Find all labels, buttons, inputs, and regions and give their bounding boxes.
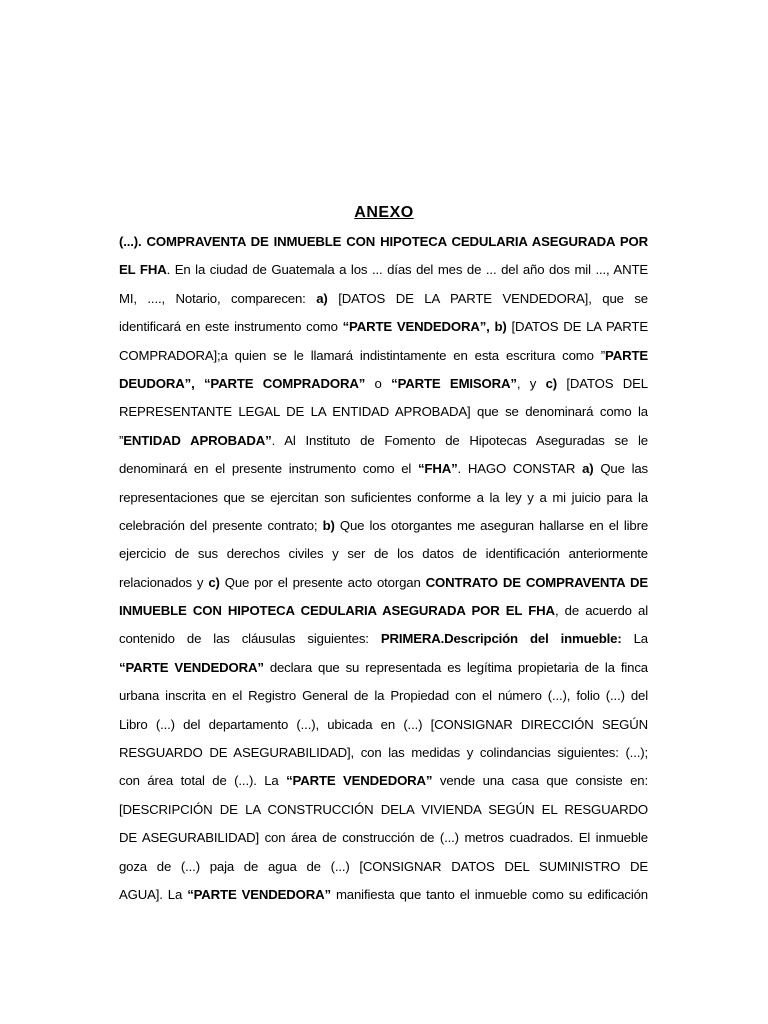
paragraph-line xyxy=(119,398,648,426)
bold-text-run: c) xyxy=(208,574,220,590)
paragraph-line xyxy=(119,739,648,767)
text-run: Que las xyxy=(593,461,648,477)
paragraph-line xyxy=(119,597,648,625)
text-run: manifiesta que tanto el inmueble como su edificación xyxy=(330,886,648,902)
paragraph-line xyxy=(119,881,648,909)
bold-text-run: “PARTE VENDEDORA” xyxy=(119,659,264,675)
text-run: identificará en este instrumento como xyxy=(119,319,343,335)
text-run: denominará en el presente instrumento como el xyxy=(119,461,418,477)
paragraph-line xyxy=(119,256,648,284)
bold-text-run: EL FHA xyxy=(119,262,167,278)
text-run: DE ASEGURABILIDAD] con área de construcción de (...) metros cuadrados. El inmueble xyxy=(119,830,648,846)
paragraph-line xyxy=(119,455,648,483)
text-run: representaciones que se ejercitan son suficientes conforme a la ley y a mi juicio para la xyxy=(119,489,648,505)
document-title: ANEXO xyxy=(354,204,414,221)
text-run: o xyxy=(365,375,392,391)
text-run: vende una casa que consiste en: xyxy=(432,773,648,789)
text-run: [DATOS DE LA PARTE xyxy=(506,319,648,335)
paragraph-line xyxy=(119,625,648,653)
text-run: Que los otorgantes me aseguran hallarse en el libre xyxy=(334,517,648,533)
text-run: declara que su representada es legítima propietaria de la finca xyxy=(263,659,648,675)
text-run: . En la ciudad de Guatemala a los ... días del mes de ... del año dos mil ..., ANTE xyxy=(166,262,648,278)
text-run: celebración del presente contrato; xyxy=(119,517,323,533)
text-run: Que por el presente acto otorgan xyxy=(219,574,426,590)
paragraph-line xyxy=(119,484,648,512)
bold-text-run: b) xyxy=(322,517,335,533)
paragraph-line xyxy=(119,711,648,739)
bold-text-run: “PARTE VENDEDORA”, b) xyxy=(342,319,507,335)
bold-text-run: c) xyxy=(545,375,558,391)
bold-text-run: DEUDORA”, “PARTE COMPRADORA” xyxy=(119,375,366,391)
text-run: MI, ...., Notario, comparecen: xyxy=(119,290,317,306)
bold-text-run: INMUEBLE CON HIPOTECA CEDULARIA ASEGURADA POR EL FHA xyxy=(119,603,555,619)
bold-text-run: PRIMERA.Descripción del inmueble: xyxy=(380,631,622,647)
paragraph-line xyxy=(119,853,648,881)
paragraph-line xyxy=(119,313,648,341)
text-run: urbana inscrita en el Registro General de la Propiedad con el número (...), folio (...) del xyxy=(119,688,648,704)
paragraph-line xyxy=(119,228,648,256)
bold-text-run: “PARTE VENDEDORA” xyxy=(286,773,433,789)
paragraph-line xyxy=(119,512,648,540)
bold-text-run: (...). COMPRAVENTA DE INMUEBLE CON HIPOTECA CEDULARIA ASEGURADA POR xyxy=(119,234,648,249)
text-run: RESGUARDO DE ASEGURABILIDAD], con las medidas y colindancias siguientes: (...); xyxy=(119,745,648,761)
text-run: [DESCRIPCIÓN DE LA CONSTRUCCIÓN DELA VIVIENDA SEGÚN EL RESGUARDO xyxy=(119,801,648,817)
text-run: , y xyxy=(516,375,546,391)
bold-text-run: PARTE xyxy=(605,347,648,363)
bold-text-run: “PARTE EMISORA” xyxy=(391,375,517,391)
text-run: COMPRADORA];a quien se le llamará indistintamente en esta escritura como ” xyxy=(119,347,606,363)
paragraph-line xyxy=(119,285,648,313)
bold-text-run: “PARTE VENDEDORA” xyxy=(187,886,331,902)
text-run: ejercicio de sus derechos civiles y ser de los datos de identificación anteriormente xyxy=(119,546,648,562)
text-run: ” xyxy=(119,432,124,448)
text-run: . HAGO CONSTAR xyxy=(457,461,583,477)
text-run: La xyxy=(621,631,648,647)
text-run: AGUA]. La xyxy=(119,886,188,902)
paragraph-line xyxy=(119,767,648,795)
paragraph-line xyxy=(119,342,648,370)
paragraph-line xyxy=(119,796,648,824)
paragraph-line xyxy=(119,569,648,597)
text-run: [DATOS DEL xyxy=(557,375,648,391)
text-run: Libro (...) del departamento (...), ubicada en (...) [CONSIGNAR DIRECCIÓN SEGÚN xyxy=(119,716,648,732)
text-run: . Al Instituto de Fomento de Hipotecas Aseguradas se le xyxy=(271,432,648,448)
bold-text-run: “FHA” xyxy=(417,461,458,477)
paragraph-line xyxy=(119,824,648,852)
text-run: [DATOS DE LA PARTE VENDEDORA], que se xyxy=(327,290,648,306)
text-run: , de acuerdo al xyxy=(554,603,648,619)
paragraph-line xyxy=(119,370,648,398)
bold-text-run: CONTRATO DE COMPRAVENTA DE xyxy=(425,574,648,590)
text-run: goza de (...) paja de agua de (...) [CONSIGNAR DATOS DEL SUMINISTRO DE xyxy=(119,858,648,874)
paragraph-line xyxy=(119,427,648,455)
bold-text-run: ENTIDAD APROBADA” xyxy=(123,432,272,448)
bold-text-run: a) xyxy=(316,290,328,306)
text-run: relacionados y xyxy=(119,574,209,590)
paragraph-line xyxy=(119,682,648,710)
paragraph-line xyxy=(119,654,648,682)
text-run: con área total de (...). La xyxy=(119,773,287,789)
document-body xyxy=(119,228,648,909)
bold-text-run: a) xyxy=(582,461,594,477)
paragraph-line xyxy=(119,540,648,568)
text-run: contenido de las cláusulas siguientes: xyxy=(119,631,381,647)
text-run: REPRESENTANTE LEGAL DE LA ENTIDAD APROBADA] que se denominará como la xyxy=(119,404,648,420)
